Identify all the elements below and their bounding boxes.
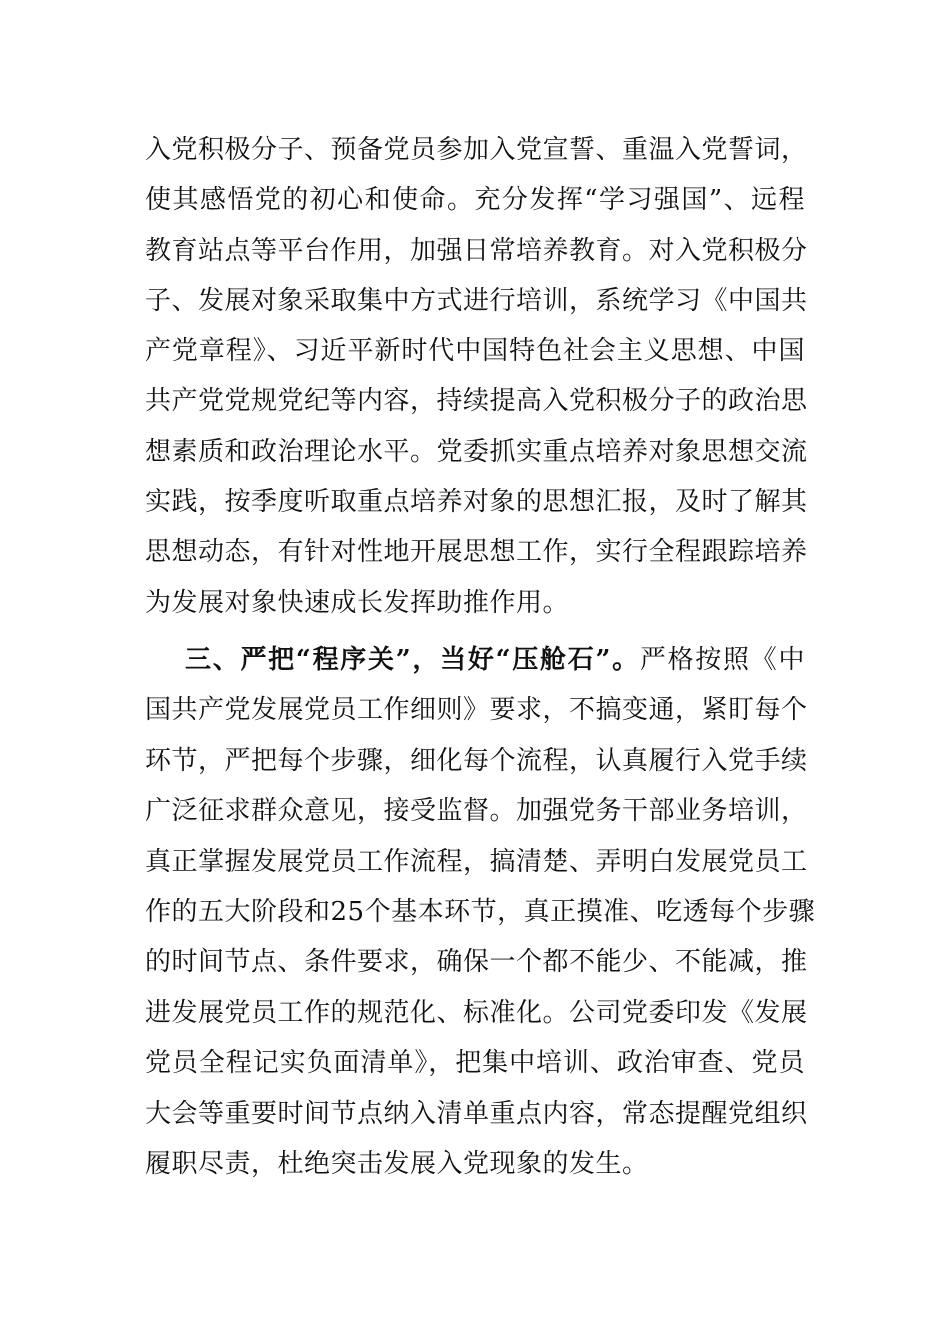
paragraph2-line-8: 进发展党员工作的规范化、标准化。公司党委印发《发展 bbox=[145, 998, 808, 1028]
paragraph2-line-5: 真正掌握发展党员工作流程，搞清楚、弄明白发展党员工 bbox=[145, 847, 808, 877]
paragraph2-first-line bbox=[185, 640, 805, 680]
paragraph2-first-line-rest: 严格按照《中 bbox=[639, 645, 805, 675]
paragraph1-line-6: 共产党党规党纪等内容，持续提高入党积极分子的政治思 bbox=[145, 386, 808, 416]
paragraph2-line-3: 环节，严把每个步骤，细化每个流程，认真履行入党手续 bbox=[145, 746, 808, 776]
paragraph2-line-4: 广泛征求群众意见，接受监督。加强党务干部业务培训， bbox=[145, 796, 808, 826]
paragraph1-line-2: 使其感悟党的初心和使命。充分发挥“学习强国”、远程 bbox=[145, 185, 805, 215]
paragraph2-line-2: 国共产党发展党员工作细则》要求，不搞变通，紧盯每个 bbox=[145, 695, 808, 725]
paragraph1-line-4: 子、发展对象采取集中方式进行培训，系统学习《中国共 bbox=[145, 286, 808, 316]
paragraph1-line-5: 产党章程》、习近平新时代中国特色社会主义思想、中国 bbox=[145, 336, 805, 366]
paragraph1-line-8: 实践，按季度听取重点培养对象的思想汇报，及时了解其 bbox=[145, 487, 808, 517]
paragraph1-line-9: 思想动态，有针对性地开展思想工作，实行全程跟踪培养 bbox=[145, 537, 808, 567]
paragraph1-line-10: 为发展对象快速成长发挥助推作用。 bbox=[145, 588, 570, 618]
paragraph2-line-11: 履职尽责，杜绝突击发展入党现象的发生。 bbox=[145, 1149, 649, 1179]
paragraph2-line-7: 的时间节点、条件要求，确保一个都不能少、不能减，推 bbox=[145, 947, 808, 977]
paragraph1-line-1: 入党积极分子、预备党员参加入党宣誓、重温入党誓词， bbox=[145, 135, 808, 165]
paragraph2-line-9: 党员全程记实负面清单》，把集中培训、政治审查、党员 bbox=[145, 1048, 805, 1078]
section-heading: 三、严把“程序关”，当好“压舱石”。 bbox=[185, 645, 640, 675]
paragraph1-line-3: 教育站点等平台作用，加强日常培养教育。对入党积极分 bbox=[145, 236, 808, 266]
paragraph2-line-10: 大会等重要时间节点纳入清单重点内容，常态提醒党组织 bbox=[145, 1099, 808, 1129]
paragraph1-line-7: 想素质和政治理论水平。党委抓实重点培养对象思想交流 bbox=[145, 437, 808, 467]
paragraph2-line-6: 作的五大阶段和25个基本环节，真正摸准、吃透每个步骤 bbox=[145, 897, 816, 927]
